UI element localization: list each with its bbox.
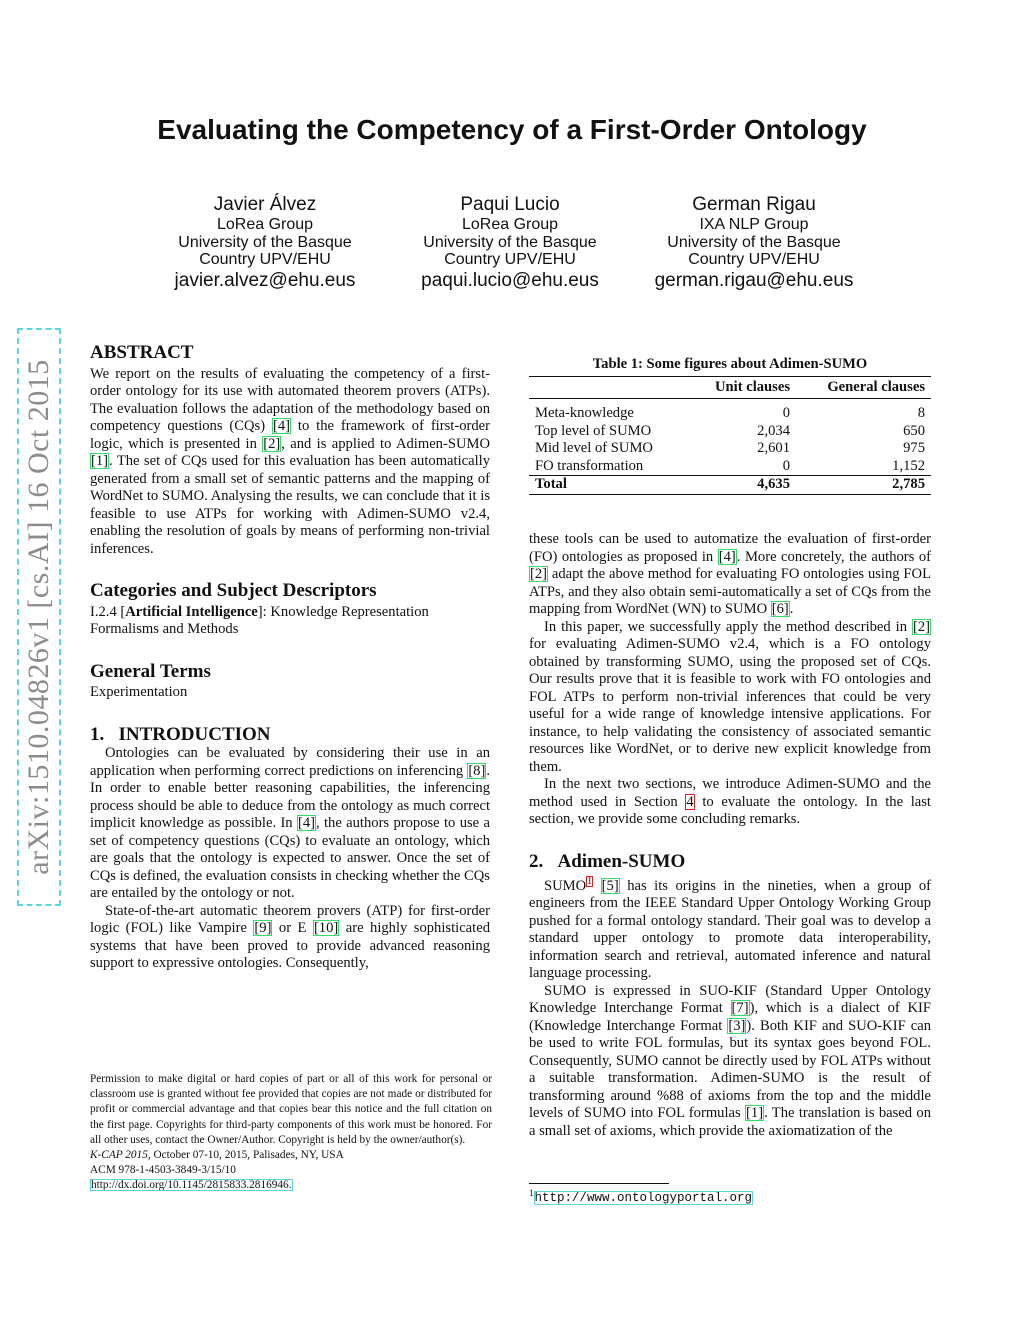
left-column	[90, 344, 490, 973]
citation-link[interactable]: [7]	[731, 1000, 749, 1017]
general-terms-heading: General Terms	[90, 660, 211, 682]
author-affiliation: Country UPV/EHU	[199, 251, 331, 268]
table-row: Mid level of SUMO 2,601 975	[535, 440, 925, 456]
footnote-url[interactable]: http://www.ontologyportal.org	[534, 1191, 753, 1206]
section-link[interactable]: 4	[686, 793, 694, 810]
doi-link[interactable]: http://dx.doi.org/10.1145/2815833.2816946.	[91, 1179, 292, 1192]
citation-link[interactable]: [4]	[272, 418, 291, 434]
abstract-text: We report on the results of evaluating the competency of a first-order ontology for its use with automated theorem provers (ATPs). The evaluation follows the adaptation of the methodology based on competency questions (CQs) [4] to the framework of first-order logic, which is presented in [2], and is applied to Adimen-SUMO [1]. The set of CQs used for this evaluation has been automatically generated from a small set of semantic patterns and the mapping of WordNet to SUMO. Analysing the results, we can conclude that it is feasible to use ATPs for working with Adimen-SUMO v2.4, enabling the resolution of goals by means of performing non-trivial inferences.	[90, 365, 490, 557]
arxiv-stamp	[17, 328, 61, 906]
citation-link[interactable]: [3]	[728, 1017, 746, 1034]
table-header-row	[529, 377, 931, 399]
body-paragraph: these tools can be used to automatize the evaluation of first-order (FO) ontologies as proposed in [4]. More concretely, the authors of [2] adapt the above method for evaluating FO ontologies using FOL ATPs, and they also obtain semi-automatically a set of CQs from the mapping from WordNet (WN) to SUMO [6].	[529, 531, 932, 617]
body-paragraph: SUMO$^1$ [5] has its origins in the nineties, when a group of engineers from the IEEE Standard Upper Ontology Working Group pushed for a formal ontology standard. Their goal was to develop a standard upper ontology to promote data interoperability, information search and retrieval, automated inference and natural language processing.	[529, 876, 931, 982]
footnote-mark: 1	[529, 1188, 534, 1198]
citation-link[interactable]: [6]	[771, 601, 789, 617]
citation-link[interactable]: [2]	[912, 618, 930, 635]
table-row: FO transformation 0 1,152	[535, 457, 925, 474]
author-block-2	[390, 194, 630, 293]
author-email[interactable]: german.rigau@ehu.eus	[654, 269, 854, 291]
author-name: German Rigau	[692, 194, 816, 215]
author-affiliation: Country UPV/EHU	[444, 251, 576, 268]
permission-notice	[90, 1072, 492, 1194]
acm-line: ACM 978-1-4503-3849-3/15/10	[90, 1164, 236, 1177]
citation-link[interactable]: [10]	[313, 920, 339, 936]
conference-line: K-CAP 2015, October 07-10, 2015, Palisades, NY, USA	[90, 1149, 344, 1162]
intro-paragraph: State-of-the-art automatic theorem provers (ATP) for first-order logic (FOL) like Vampire [9] or E [10] are highly sophisticated systems that have been proved to provide advanced reasoning support to expressive ontologies. Consequently,	[90, 902, 490, 971]
author-group: IXA NLP Group	[699, 216, 809, 233]
figures-table	[529, 376, 931, 495]
author-email[interactable]: paqui.lucio@ehu.eus	[421, 269, 599, 291]
table-1	[529, 356, 931, 495]
citation-link[interactable]: [2]	[263, 435, 281, 452]
author-block-3	[634, 194, 874, 293]
author-group: LoRea Group	[216, 216, 314, 233]
categories-heading: Categories and Subject Descriptors	[90, 580, 377, 601]
footnote	[529, 1183, 931, 1205]
column-header: Unit clauses	[689, 377, 796, 399]
citation-link[interactable]: [2]	[530, 566, 548, 582]
right-column	[529, 531, 931, 1140]
citation-link[interactable]: [4]	[297, 815, 315, 831]
author-name: Paqui Lucio	[460, 194, 560, 215]
body-paragraph: In the next two sections, we introduce Adimen-SUMO and the method used in Section 4 to evaluate the ontology. In the last section, we provide some concluding remarks.	[529, 776, 931, 827]
body-paragraph: In this paper, we successfully apply the method described in [2] for evaluating Adimen-SUMO v2.4, which is a FO ontology obtained by transforming SUMO, using the proposed set of CQs. Our results prove that it is feasible to work with FO ontologies and FOL ATPs to perform non-trivial inferences that could be very useful for a wide range of knowledge intensive applications. For instance, to help validating the consistency of associated semantic resources like WordNet, or to derive new explicit knowledge from them.	[529, 618, 931, 775]
table-row: Top level of SUMO 2,034 650	[535, 422, 925, 439]
footnote-link[interactable]: 1	[587, 876, 593, 887]
categories-text: I.2.4 [Artificial Intelligence]: Knowledge Representation Formalisms and Methods	[90, 603, 429, 637]
author-affiliation: University of the Basque	[423, 233, 597, 251]
citation-link[interactable]: [1]	[91, 453, 109, 469]
general-terms-text: Experimentation	[90, 684, 188, 700]
citation-link[interactable]: [9]	[254, 920, 272, 936]
arxiv-id: arXiv:1510.04826v1 [cs.AI] 16 Oct 2015	[22, 359, 55, 875]
permission-text: Permission to make digital or hard copies of part or all of this work for personal or classroom use is granted without fee provided that copies are not made or distributed for profit or commercial advantage and that copies bear this notice and the full citation on the first page. Copyrights for third-party components of this work must be honored. For all other uses, contact the Owner/Author. Copyright is held by the owner/author(s).	[90, 1073, 492, 1146]
body-paragraph: SUMO is expressed in SUO-KIF (Standard Upper Ontology Knowledge Interchange Format [7]), which is a dialect of KIF (Knowledge Interchange Format [3]). Both KIF and SUO-KIF can be used to write FOL formulas, but its syntax goes beyond FOL. Consequently, SUMO cannot be directly used by FOL ATPs without a suitable transformation. Adimen-SUMO is the result of transforming around %88 of axioms from the top and the middle levels of SUMO into FOL formulas [1]. The translation is based on a small set of axioms, which provide the axiomatization of the	[529, 982, 932, 1139]
abstract-heading: ABSTRACT	[90, 342, 194, 363]
column-header: General clauses	[796, 377, 931, 399]
author-group: LoRea Group	[461, 216, 559, 233]
author-affiliation: University of the Basque	[667, 233, 841, 251]
author-affiliation: University of the Basque	[178, 233, 352, 251]
citation-link[interactable]: [1]	[746, 1105, 764, 1122]
table-total-row: Total 4,635 2,785	[529, 476, 931, 495]
introduction-heading: 1. INTRODUCTION	[90, 723, 271, 745]
table-caption: Table 1: Some figures about Adimen-SUMO	[592, 356, 868, 372]
footnote-rule	[529, 1183, 669, 1184]
citation-link[interactable]: [8]	[468, 762, 486, 779]
paper-title: Evaluating the Competency of a First-Order Ontology	[157, 114, 867, 145]
author-affiliation: Country UPV/EHU	[688, 251, 820, 268]
intro-paragraph: Ontologies can be evaluated by considering their use in an application when performing correct predictions on inferencing [8]. In order to enable better reasoning capabilities, the inferencing process should be able to deduce from the ontology as much correct implicit knowledge as possible. In [4], the authors propose to use a set of competency questions (CQs) to evaluate an ontology, which are goals that the ontology is expected to answer. Once the set of CQs is defined, the evaluation consists in checking whether the CQs are entailed by the ontology or not.	[90, 745, 490, 901]
author-email[interactable]: javier.alvez@ehu.eus	[174, 269, 356, 291]
section-2-heading: 2. Adimen-SUMO	[529, 850, 686, 872]
table-row: Meta-knowledge 0 8	[535, 405, 925, 421]
citation-link[interactable]: [5]	[601, 877, 619, 894]
author-block-1	[145, 194, 385, 293]
citation-link[interactable]: [4]	[718, 548, 736, 565]
author-name: Javier Álvez	[213, 194, 317, 215]
